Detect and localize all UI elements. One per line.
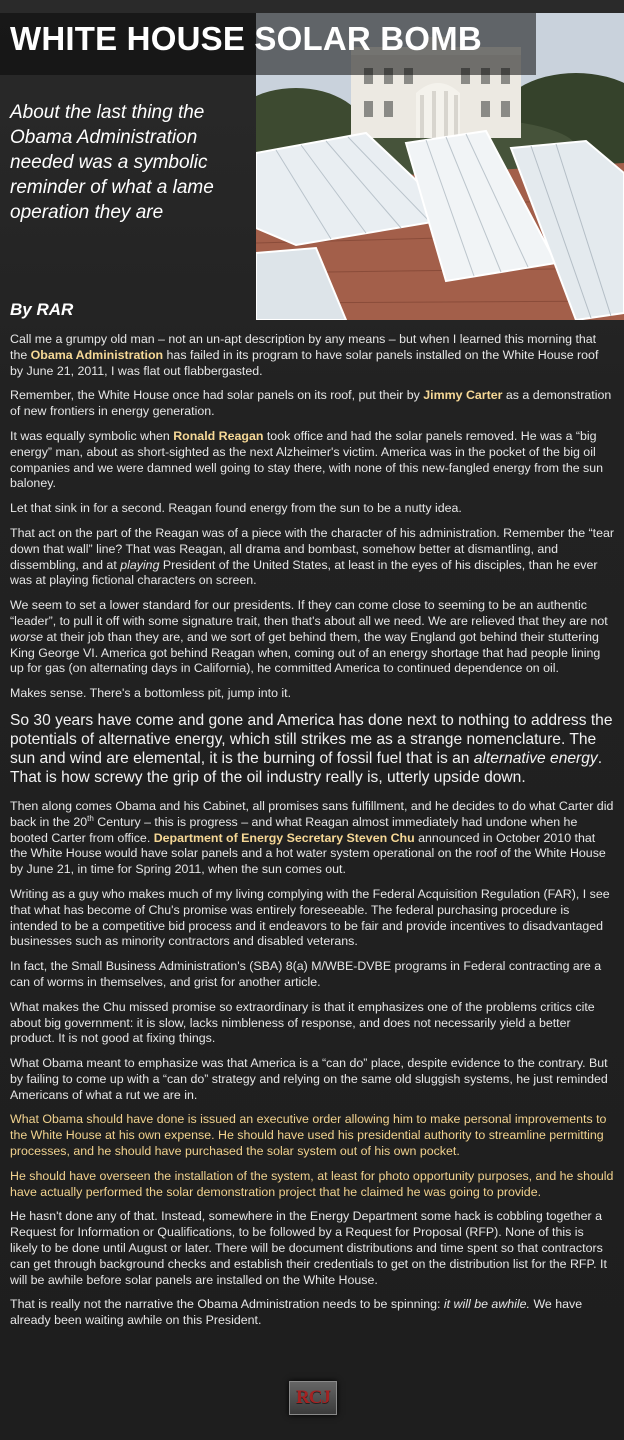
paragraph: Let that sink in for a second. Reagan found energy from the sun to be a nutty idea. <box>10 501 462 516</box>
subtitle: About the last thing the Obama Administration needed was a symbolic reminder of what a lame operation they are <box>10 102 214 223</box>
link-ronald-reagan[interactable]: Ronald Reagan <box>173 428 264 443</box>
paragraph: That is really not the narrative the Obama Administration needs to be spinning: it will be awhile. We have already been waiting awhile on this President. <box>10 1297 583 1328</box>
title-banner <box>0 13 536 75</box>
paragraph: We seem to set a lower standard for our presidents. If they can come close to seeming to be an authentic “leader”, to pull it off with some signature trait, then that's about all we need. We are relieved that they are not worse at their job than they are, and we sort of get behind them, the way England got behind their stuttering King George VI. America got behind Reagan when, coming out of an energy shortage that had people lining up for gas (on alternating days in California), he committed America to continued dependence on oil. <box>10 598 608 676</box>
highlighted-paragraph: What Obama should have done is issued an executive order allowing him to make personal improvements to the White House at his own expense. He should have used his presidential authority to streamline permitting processes, and he should have purchased the solar system out of his own pocket. <box>10 1112 607 1159</box>
paragraph: Makes sense. There's a bottomless pit, jump into it. <box>10 686 292 701</box>
page-title: WHITE HOUSE SOLAR BOMB <box>10 20 482 57</box>
paragraph: Remember, the White House once had solar panels on its roof, put their by Jimmy Carter as a demonstration of new frontiers in energy generation. <box>10 388 612 419</box>
paragraph: What makes the Chu missed promise so extraordinary is that it emphasizes one of the problems critics cite about big government: it is slow, lacks nimbleness of response, and does not necessarily yield a better product. It is not good at fixing things. <box>10 999 595 1046</box>
paragraph: That act on the part of the Reagan was of a piece with the character of his administration. Remember the “tear down that wall” line? That was Reagan, all drama and bombast, somehow better at dismantling, and dissembling, and at playing President of the United States, at least in the eyes of his disciples, than he ever was at playing fictional characters on screen. <box>10 525 615 588</box>
paragraph: What Obama meant to emphasize was that America is a “can do” place, despite evidence to the contrary. But by failing to come up with a “can do” strategy and relying on the same old sluggish systems, he just reminded Americans of what a rut we are in. <box>10 1056 608 1102</box>
lead-paragraph: So 30 years have come and gone and America has done next to nothing to address the potentials of alternative energy, which still strikes me as a strange nomenclature. The sun and wind are elemental, it is the burning of fossil fuel that is an alternative energy. That is how screwy the grip of the oil industry really is, utterly upside down. <box>10 711 613 786</box>
paragraph: In fact, the Small Business Administration's (SBA) 8(a) M/WBE-DVBE programs in Federal contracting are a can of worms in themselves, and grist for another article. <box>10 959 602 989</box>
link-jimmy-carter[interactable]: Jimmy Carter <box>423 388 503 403</box>
article-body <box>10 332 614 1338</box>
link-obama-administration[interactable]: Obama Administration <box>30 347 164 362</box>
paragraph: Writing as a guy who makes much of my living complying with the Federal Acquisition Regulation (FAR), I see that what has become of Chu's promise was entirely foreseeable. The federal purchasing procedure is intended to be a competitive bid process and it endeavors to be fair and provide incentives to disadvantaged businesses such as minority contractors and disabled veterans. <box>10 886 610 949</box>
paragraph: Call me a grumpy old man – not an un-apt description by any means – but when I learned this morning that the Obama Administration has failed in its program to have solar panels installed on the White House roof by June 21, 2011, I was flat out flabbergasted. <box>10 332 599 378</box>
highlighted-paragraph: He should have overseen the installation of the system, at least for photo opportunity purposes, and he should have actually performed the solar demonstration project that he claimed he was going to provide. <box>10 1168 614 1199</box>
paragraph: It was equally symbolic when Ronald Reagan took office and had the solar panels removed. He was a “big energy” man, about as short-sighted as the next Alzheimer's victim. America was in the pocket of the big oil companies and we were damned well going to stay there, with none of this new-fangled energy from the sun baloney. <box>10 428 604 491</box>
link-steven-chu[interactable]: Department of Energy Secretary Steven Chu <box>153 830 415 845</box>
paragraph: Then along comes Obama and his Cabinet, all promises sans fulfillment, and he decides to do what Carter did back in the 20th Century – this is progress – and what Reagan almost immediately had undone when he booted Carter from office. Department of Energy Secretary Steven Chu announced in October 2010 that the White House would have solar panels and a hot water system operational on the roof of the White House by June 21, in time for Spring 2011, when the sun comes out. <box>10 798 614 877</box>
paragraph: He hasn't done any of that. Instead, somewhere in the Energy Department some hack is cobbling together a Request for Information or Qualifications, to be followed by a Request for Proposal (RFP). None of this is likely to be done until August or later. There will be document distributions and time spent so that contractors can get through background checks and establish their credentials to get on the distribution list for the RFP. It will be awhile before solar panels are installed on the White House. <box>10 1209 607 1287</box>
rcj-logo[interactable]: RCJ <box>289 1381 337 1415</box>
byline: By RAR <box>10 300 74 319</box>
